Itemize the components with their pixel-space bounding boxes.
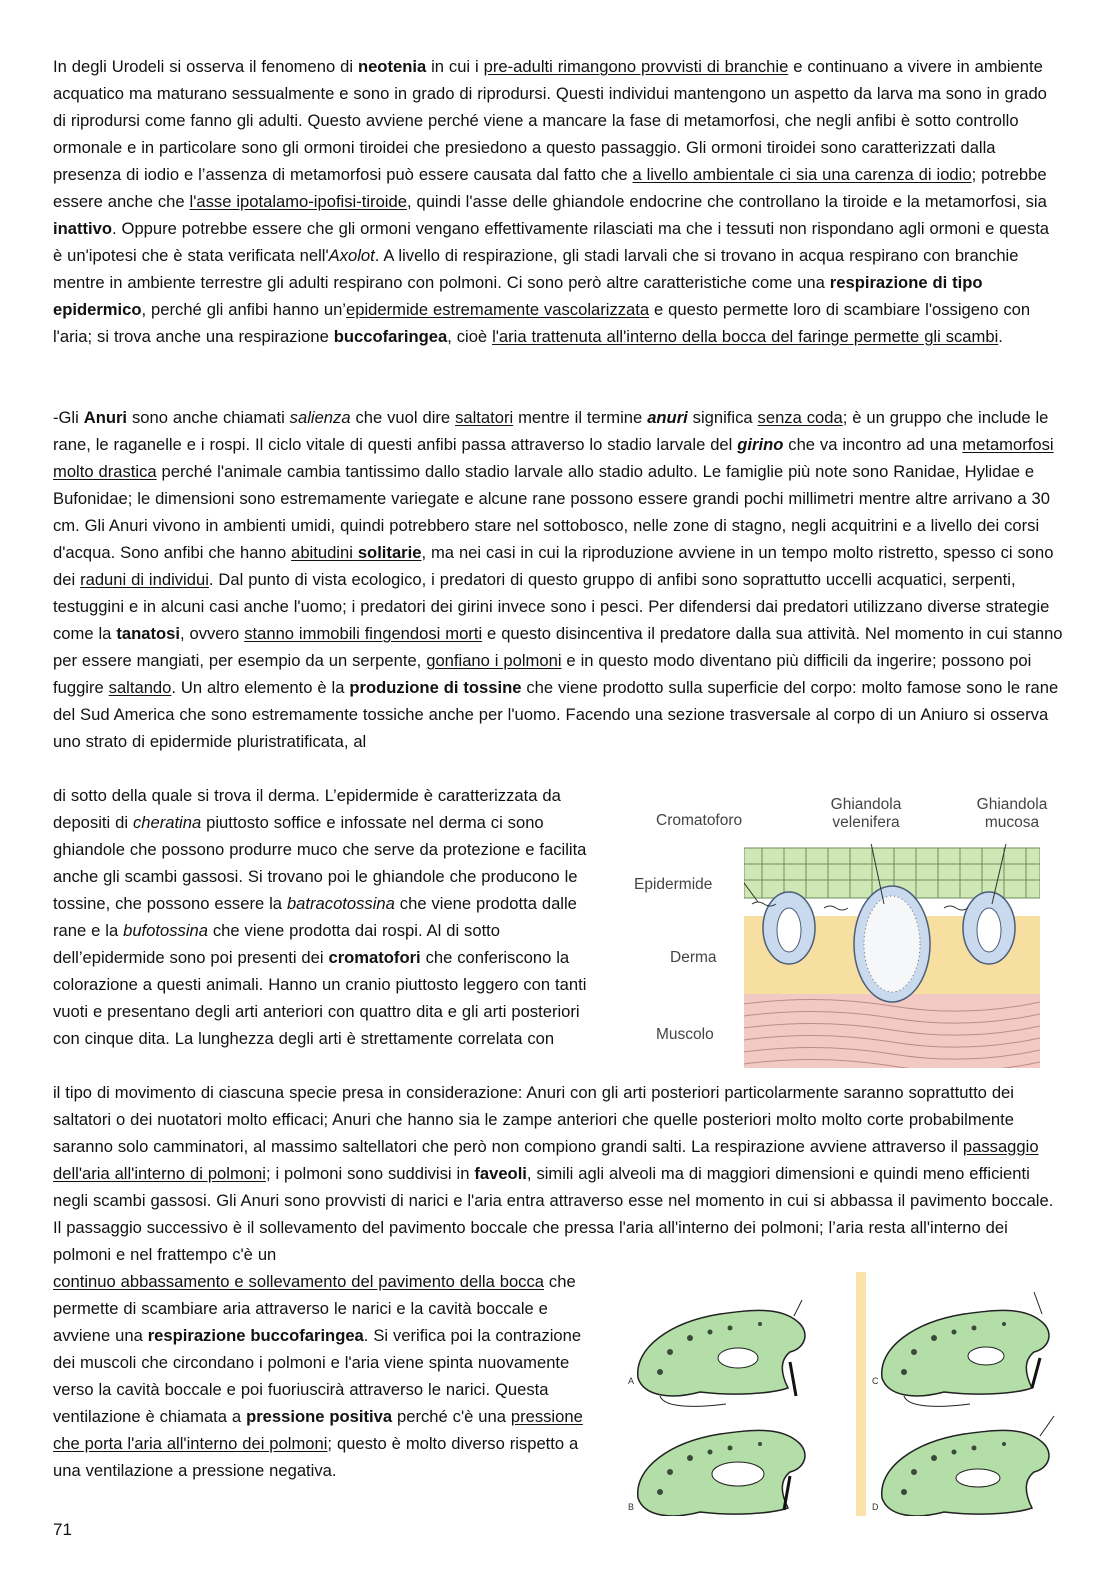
paragraph-limbs-breathing <box>53 1079 1063 1268</box>
panel-divider <box>856 1272 866 1516</box>
text-run: anuri <box>647 408 688 427</box>
text-run: neotenia <box>357 57 427 76</box>
paragraph-skin <box>53 782 605 1052</box>
frog-letter-c: C <box>872 1376 879 1386</box>
skin-section-drawing <box>744 844 1040 1068</box>
text-run: bufotossina <box>123 921 208 940</box>
text-run: stanno immobili fingendosi morti <box>244 624 483 643</box>
label-cromatoforo: Cromatoforo <box>656 812 743 829</box>
paragraph-anuri <box>53 404 1063 755</box>
text-run: pressione che porta l'aria all'interno dei polmoni <box>53 1407 583 1453</box>
text-run: saltando <box>108 678 172 697</box>
label-muscolo: Muscolo <box>656 1026 714 1043</box>
frog-panel-c <box>882 1292 1049 1406</box>
paragraph-3-text: di sotto della quale si trova il derma. L’epidermide è caratterizzata da depositi di cheratina piuttosto soffice e infossate nel derma ci sono ghiandole che possono produrre muco che serve da protezione e facilita anche gli scambi gassosi. Si trovano poi le ghiandole che producono le tossine, che possono essere la batracotossina che viene prodotta dalle rane e la bufotossina che viene prodotta dai rospi. Al di sotto dell’epidermide sono poi presenti dei cromatofori che conferiscono la colorazione a questi animali. Hanno un cranio piuttosto leggero con tanti vuoti e presentano degli arti anteriori con quattro dita e gli arti posteriori con cinque dita. La lunghezza degli arti è strettamente correlata con <box>53 786 587 1048</box>
text-run: passaggio dell'aria all'interno di polmoni <box>53 1137 1039 1183</box>
paragraph-2-text: -Gli Anuri sono anche chiamati salienza che vuol dire saltatori mentre il termine anuri significa senza coda; è un gruppo che include le rane, le raganelle e i rospi. Il ciclo vitale di questi anfibi passa attraverso lo stadio larvale del girino che va incontro ad una metamorfosi molto drastica perché l'animale cambia tantissimo dallo stadio larvale allo stadio adulto. Le famiglie più note sono Ranidae, Hylidae e Bufonidae; le dimensioni sono estremamente variegate e alcune rane possono essere grandi pochi millimetri mentre altre arrivano a 30 cm. Gli Anuri vivono in ambienti umidi, quindi potrebbero stare nel sottobosco, nelle zone di stagno, negli acquitrini e a livello dei corsi d'acqua. Sono anfibi che hanno abitudini solitarie, ma nei casi in cui la riproduzione avviene in un tempo molto ristretto, spesso ci sono dei raduni di individui. Dal punto di vista ecologico, i predatori di questo gruppo di anfibi sono soprattutto uccelli acquatici, serpenti, testuggini e in alcuni casi anche l'uomo; i predatori dei girini invece sono i pesci. Per difendersi dai predatori utilizzano diverse strategie come la tanatosi, ovvero stanno immobili fingendosi morti e questo disincentiva il predatore dalla sua attività. Nel momento in cui stanno per essere mangiati, per esempio da un serpente, gonfiano i polmoni e in questo modo diventano più difficili da ingerire; possono poi fuggire saltando. Un altro elemento è la produzione di tossine che viene prodotto sulla superficie del corpo: molto famose sono le rane del Sud America che sono estremamente tossiche anche per l'uomo. Facendo una sezione trasversale al corpo di un Aniuro si osserva uno strato di epidermide pluristratificata, al <box>53 408 1063 751</box>
text-run: saltatori <box>455 408 514 427</box>
frog-letter-d: D <box>872 1502 879 1512</box>
text-run: Anuri <box>83 408 128 427</box>
text-run: Axolot <box>328 246 375 265</box>
paragraph-1-text: In degli Urodeli si osserva il fenomeno di neotenia in cui i pre-adulti rimangono provvisti di branchie e continuano a vivere in ambiente acquatico ma maturano sessualmente e sono in grado di riprodursi. Questi individui mantengono un aspetto da larva ma sono in grado di riprodursi come fanno gli adulti. Questo avviene perché viene a mancare la fase di metamorfosi, che negli anfibi è sotto controllo ormonale e in particolare sono gli ormoni tiroidei che presiedono a questo passaggio. Gli ormoni tiroidei sono caratterizzati dalla presenza di iodio e l’assenza di metamorfosi può essere causata dal fatto che a livello ambientale ci sia una carenza di iodio; potrebbe essere anche che l'asse ipotalamo-ipofisi-tiroide, quindi l'asse delle ghiandole endocrine che controllano la tiroide e la metamorfosi, sia inattivo. Oppure potrebbe essere che gli ormoni vengano effettivamente rilasciati ma che i tessuti non rispondano agli ormoni e questa è un'ipotesi che è stata verificata nell'Axolot. A livello di respirazione, gli stadi larvali che si trovano in acqua respirano con branchie mentre in ambiente terrestre gli adulti respirano con polmoni. Ci sono però altre caratteristiche come una respirazione di tipo epidermico, perché gli anfibi hanno un’epidermide estremamente vascolarizzata e questo permette loro di scambiare l'ossigeno con l'aria; si trova anche una respirazione buccofaringea, cioè l'aria trattenuta all'interno della bocca del faringe permette gli scambi. <box>53 57 1050 346</box>
text-run: batracotossina <box>286 894 395 913</box>
text-run: salienza <box>289 408 351 427</box>
frog-panel-d <box>882 1416 1054 1516</box>
paragraph-4-text: il tipo di movimento di ciascuna specie presa in considerazione: Anuri con gli arti posteriori particolarmente saranno soprattutto dei saltatori o dei nuotatori molto efficaci; Anuri che hanno sia le zampe anteriori che quelle posteriori molto molto corte probabilmente saranno solo camminatori, al massimo saltellatori che però non compiono grandi salti. La respirazione avviene attraverso il passaggio dell'aria all'interno di polmoni; i polmoni sono suddivisi in faveoli, simili agli alveoli ma di maggiori dimensioni e quindi meno efficienti negli scambi gassosi. Gli Anuri sono provvisti di narici e l'aria entra attraverso esse nel momento in cui si abbassa il pavimento boccale. Il passaggio successivo è il sollevamento del pavimento boccale che pressa l'aria all'interno dei polmoni; l’aria resta all'interno dei polmoni e nel frattempo c'è un <box>53 1083 1054 1264</box>
text-run: cheratina <box>132 813 202 832</box>
text-run: faveoli <box>474 1164 527 1183</box>
text-run: cromatofori <box>328 948 421 967</box>
text-run: senza coda <box>757 408 843 427</box>
paragraph-ventilation <box>53 1268 601 1484</box>
skin-section-figure <box>620 788 1060 1072</box>
frog-panel-a <box>638 1300 805 1406</box>
text-run: buccofaringea <box>333 327 448 346</box>
text-run: raduni di individui <box>80 570 209 589</box>
text-run: l'asse ipotalamo-ipofisi-tiroide <box>189 192 407 211</box>
label-ghiandola-mucosa: Ghiandola mucosa <box>976 796 1048 831</box>
text-run: respirazione di tipo epidermico <box>53 273 983 319</box>
frog-panel-b <box>638 1430 805 1516</box>
frog-ventilation-figure <box>620 1272 1060 1516</box>
text-run: respirazione buccofaringea <box>147 1326 364 1345</box>
label-derma: Derma <box>670 949 717 966</box>
text-run: gonfiano i polmoni <box>426 651 562 670</box>
paragraph-neotenia <box>53 53 1063 350</box>
frog-letter-b: B <box>628 1502 635 1512</box>
page-number: 71 <box>53 1520 72 1539</box>
frog-letter-a: A <box>628 1376 635 1386</box>
text-run: pre-adulti rimangono provvisti di branchie <box>483 57 789 76</box>
text-run: epidermide estremamente vascolarizzata <box>346 300 650 319</box>
text-run: a livello ambientale ci sia una carenza di iodio <box>632 165 972 184</box>
text-run: l'aria trattenuta all'interno della bocca del faringe permette gli scambi <box>492 327 999 346</box>
frog-ventilation-drawing <box>620 1272 1060 1516</box>
text-run: continuo abbassamento e sollevamento del pavimento della bocca <box>53 1272 545 1291</box>
text-run: girino <box>737 435 784 454</box>
text-run: solitarie <box>357 543 422 562</box>
text-run: inattivo <box>53 219 113 238</box>
text-run: abitudini <box>291 543 358 562</box>
label-epidermide: Epidermide <box>634 876 713 893</box>
text-run: pressione positiva <box>246 1407 393 1426</box>
text-run: metamorfosi molto drastica <box>53 435 1054 481</box>
paragraph-5-text: continuo abbassamento e sollevamento del pavimento della bocca che permette di scambiare aria attraverso le narici e la cavità boccale e avviene una respirazione buccofaringea. Si verifica poi la contrazione dei muscoli che circondano i polmoni e l'aria viene spinta nuovamente verso la cavità boccale e poi fuoriuscirà attraverso le narici. Questa ventilazione è chiamata a pressione positiva perché c'è una pressione che porta l'aria all'interno dei polmoni; questo è molto diverso rispetto a una ventilazione a pressione negativa. <box>53 1272 583 1480</box>
text-run: produzione di tossine <box>349 678 522 697</box>
label-ghiandola-velenifera: Ghiandola velenifera <box>830 796 902 831</box>
text-run: tanatosi <box>116 624 180 643</box>
